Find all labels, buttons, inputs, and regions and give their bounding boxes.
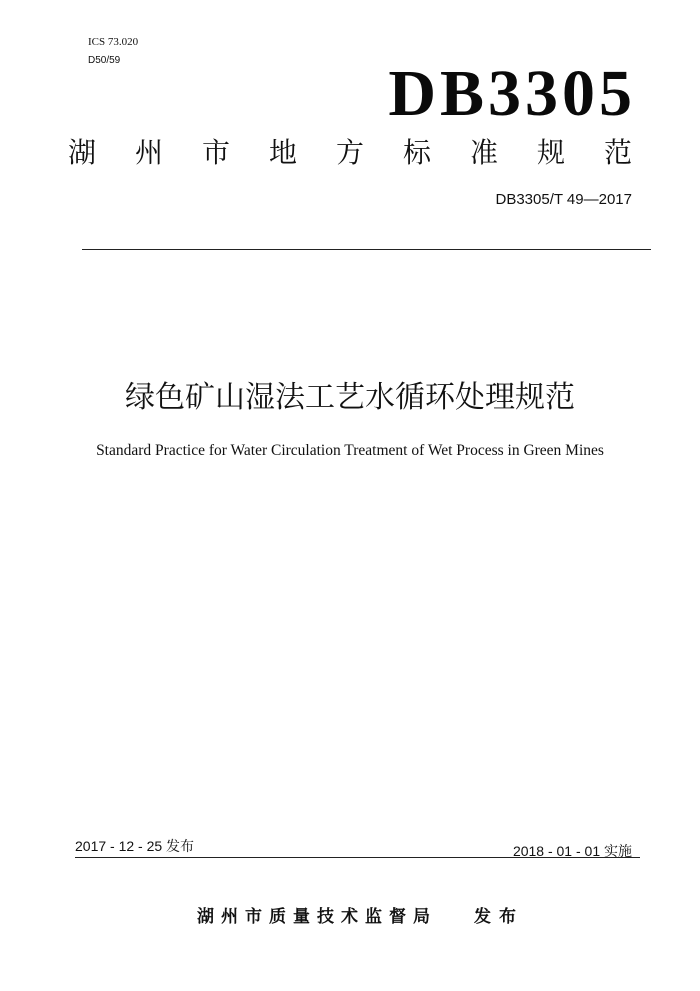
ics-number: ICS 73.020 bbox=[88, 36, 139, 48]
issuing-authority: 湖州市质量技术监督局 bbox=[197, 907, 437, 927]
bottom-divider bbox=[75, 857, 640, 858]
document-title-zh: 绿色矿山湿法工艺水循环处理规范 bbox=[125, 380, 575, 415]
standard-number: DB3305/T 49—2017 bbox=[495, 191, 632, 208]
issue-date: 2017 - 12 - 25 发布 bbox=[75, 838, 195, 854]
document-title-en: Standard Practice for Water Circulation Treatment of Wet Process in Green Mines bbox=[96, 442, 604, 459]
top-divider bbox=[82, 249, 651, 250]
effective-date: 2018 - 01 - 01 实施 bbox=[512, 843, 632, 859]
classification-code: D50/59 bbox=[88, 55, 121, 66]
standard-category: 湖州市地方标准规范 bbox=[68, 136, 672, 169]
issue-action: 发布 bbox=[474, 907, 524, 927]
standard-code-logo: DB3305 bbox=[388, 57, 636, 130]
